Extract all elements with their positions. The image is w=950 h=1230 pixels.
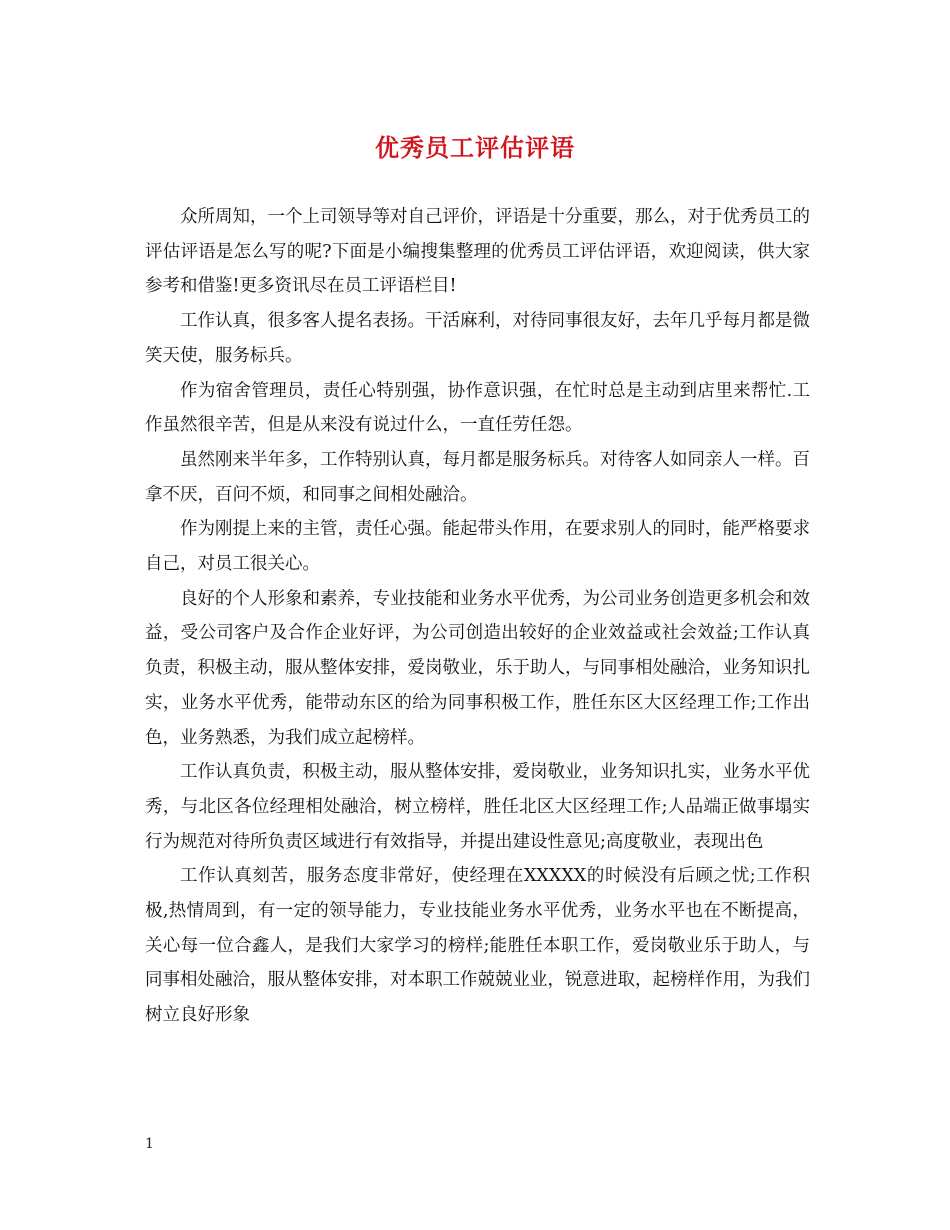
page-number: 1	[145, 1136, 154, 1152]
paragraph-intro: 众所周知，一个上司领导等对自己评价，评语是十分重要，那么，对于优秀员工的评估评语是怎么写的呢?下面是小编搜集整理的优秀员工评估评语，欢迎阅读，供大家参考和借鉴!更多资讯尽在员工评语栏目!	[145, 207, 810, 297]
paragraph-comment-1: 工作认真，很多客人提名表扬。干活麻利，对待同事很友好，去年几乎每月都是微笑天使，服务标兵。	[145, 311, 810, 366]
paragraph-comment-3: 虽然刚来半年多，工作特别认真，每月都是服务标兵。对待客人如同亲人一样。百拿不厌，百问不烦，和同事之间相处融洽。	[145, 449, 810, 505]
document-body	[145, 200, 810, 1033]
page-title: 优秀员工评估评语	[375, 133, 575, 162]
paragraph-comment-7: 工作认真刻苦，服务态度非常好，使经理在XXXXX的时候没有后顾之忧;工作积极,热情周到，有一定的领导能力，专业技能业务水平优秀，业务水平也在不断提高，关心每一位合鑫人，是我们大家学习的榜样;能胜任本职工作，爱岗敬业乐于助人，与同事相处融洽，服从整体安排，对本职工作兢兢业业，锐意进取，起榜样作用，为我们树立良好形象	[145, 866, 810, 1026]
paragraph-comment-2: 作为宿舍管理员，责任心特别强，协作意识强，在忙时总是主动到店里来帮忙.工作虽然很辛苦，但是从来没有说过什么，一直任劳任怨。	[145, 380, 810, 436]
paragraph-comment-4: 作为刚提上来的主管，责任心强。能起带头作用，在要求别人的同时，能严格要求自己，对员工很关心。	[145, 519, 810, 575]
paragraph-comment-6: 工作认真负责，积极主动，服从整体安排，爱岗敬业，业务知识扎实，业务水平优秀，与北区各位经理相处融洽，树立榜样，胜任北区大区经理工作;人品端正做事塌实行为规范对待所负责区域进行有效指导，并提出建设性意见;高度敬业，表现出色	[145, 762, 810, 852]
paragraph-comment-5: 良好的个人形象和素养，专业技能和业务水平优秀，为公司业务创造更多机会和效益，受公司客户及合作企业好评，为公司创造出较好的企业效益或社会效益;工作认真负责，积极主动，服从整体安排，爱岗敬业，乐于助人，与同事相处融洽，业务知识扎实，业务水平优秀，能带动东区的给为同事积极工作，胜任东区大区经理工作;工作出色，业务熟悉，为我们成立起榜样。	[145, 588, 810, 748]
